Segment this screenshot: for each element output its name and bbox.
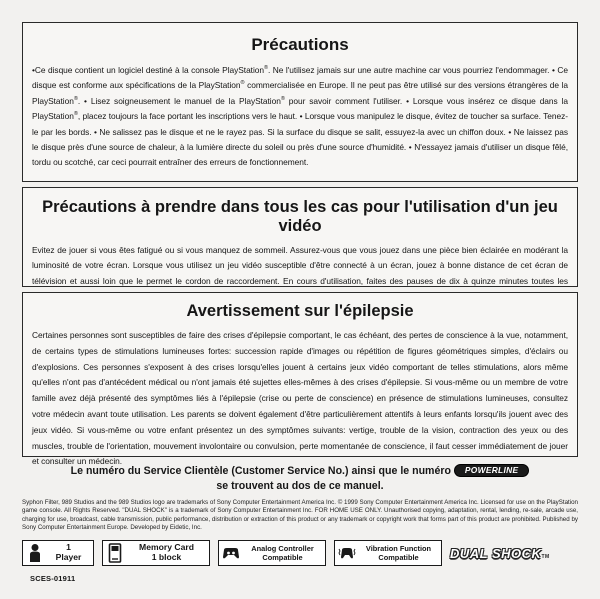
player-label: Player bbox=[55, 552, 82, 562]
service-line1: Le numéro du Service Clientèle (Customer Service No.) ainsi que le numéro bbox=[70, 465, 451, 477]
dual-shock-logo bbox=[450, 546, 550, 561]
vibration-function-badge bbox=[334, 540, 442, 566]
epilepsy-body: Certaines personnes sont susceptibles de faire des crises d'épilepsie comportant, le cas échéant, des pertes de conscience à la vue, notamment, de certains types de stimulations lumineuses fortes: succession rapide d'images ou répétition de figures géométriques simples, d'éclairs ou d'explosions. Ces personnes s'exposent à des crises lorsqu'elles jouent à certains jeux vidéo comportant de telles stimulations, alors même qu'elles n'ont pas d'antécédent médical ou n'ont jamais été sujettes elles-mêmes à des crises d'épilepsie. Si vous-même ou un membre de votre famille avez déjà présenté des symptômes liés à l'épilepsie (crise ou perte de conscience) en présence de stimulations lumineuses, consultez votre médecin avant toute utilisation. Les parents se doivent également d'être particulièrement attentifs à leurs enfants lorsqu'ils jouent avec des jeux vidéo. Si vous-même ou votre enfant présentez un des symptômes suivants: vertige, trouble de la vision, contraction des yeux ou des muscles, trouble de l'orientation, mouvement involontaire ou convulsion, perte momentanée de conscience, il faut cesser immédiatement de jouer et consulter un médecin. bbox=[32, 330, 568, 467]
epilepsy-title: Avertissement sur l'épilepsie bbox=[186, 302, 414, 320]
memory-card-blocks: 1 block bbox=[151, 552, 182, 562]
memory-card-label: Memory Card bbox=[139, 542, 194, 553]
player-count-badge bbox=[22, 540, 94, 566]
precautions-body: •Ce disque contient un logiciel destiné à la console PlayStation®. Ne l'utilisez jamais sur une autre machine car vous pourriez l'endommager. • Ce disque est conforme aux spécifications de la PlayStation® commercialisée en Europe. Il ne peut pas être utilisé sur des versions étrangères de la PlayStation®. • Lisez soigneusement le manuel de la PlayStation® pour savoir comment l'utiliser. • Lorsque vous insérez ce disque dans la PlayStation®, placez toujours la face portant les inscriptions vers le haut. • Lorsque vous manipulez le disque, évitez de toucher sa surface. Tenez-le par les bords. • Ne salissez pas le disque et ne le rayez pas. Si la surface du disque se salit, essuyez-la avec un chiffon doux. • Ne laissez pas le disque près d'une source de chaleur, à la lumière directe du soleil ou près d'une source d'humidité. • N'essayez jamais d'utiliser un disque fêlé, tordu ou scotché, car ceci pourrait entraîner des erreurs de fonctionnement. bbox=[32, 65, 568, 168]
vibration-label: Vibration Function bbox=[365, 544, 432, 553]
analog-controller-icon bbox=[222, 542, 240, 564]
product-code: SCES-01911 bbox=[30, 574, 76, 583]
player-icon bbox=[26, 542, 44, 564]
customer-service-notice bbox=[22, 461, 578, 495]
legal-notice: Syphon Filter, 989 Studios and the 989 Studios logo are trademarks of Sony Computer Entertainment America Inc. © 1999 Sony Computer Entertainment America Inc. Licensed for use on the PlayStation game console. All Rights Reserved. "DUAL SHOCK" is a trademark of Sony Computer Entertainment Inc. FOR HOME USE ONLY. Unauthorised copying, adaptation, rental, lending, re-sale, arcade use, charging for use, broadcast, cable transmission, public performance, distribution or extraction of this product or any trademark or copyright work that forms part of this product are prohibited. Published by Sony Computer Entertainment Europe. Developed by Eidetic, Inc. bbox=[22, 499, 578, 532]
dual-shock-text: DUAL SHOCK bbox=[450, 546, 542, 561]
video-precautions-title: Précautions à prendre dans tous les cas pour l'utilisation d'un jeu vidéo bbox=[42, 198, 558, 235]
vibration-compat: Compatible bbox=[378, 553, 419, 562]
analog-controller-label: Analog Controller bbox=[251, 544, 314, 553]
memory-card-icon bbox=[106, 542, 124, 564]
precautions-title: Précautions bbox=[251, 35, 349, 54]
powerline-logo: POWERLINE bbox=[454, 464, 529, 477]
vibration-icon bbox=[338, 542, 356, 564]
compatibility-icons bbox=[22, 540, 578, 570]
memory-card-badge bbox=[102, 540, 210, 566]
analog-controller-badge bbox=[218, 540, 326, 566]
precautions-section bbox=[22, 22, 578, 182]
video-precautions-body: Evitez de jouer si vous êtes fatigué ou si vous manquez de sommeil. Assurez-vous que vous jouez dans une pièce bien éclairée en modérant la luminosité de votre écran. Lorsque vous utilisez un jeu vidéo susceptible d'être connecté à un écran, jouez à bonne distance de cet écran de télévision et aussi loin que le permet le cordon de raccordement. En cours d'utilisation, faites des pauses de dix à quinze minutes toutes les bbox=[32, 245, 568, 286]
player-count: 1 bbox=[66, 542, 71, 553]
epilepsy-section bbox=[22, 292, 578, 467]
video-precautions-section bbox=[22, 187, 578, 287]
service-line2: se trouvent au dos de ce manuel. bbox=[216, 480, 384, 492]
analog-controller-compat: Compatible bbox=[262, 553, 303, 562]
dual-shock-tm: TM bbox=[541, 554, 550, 560]
